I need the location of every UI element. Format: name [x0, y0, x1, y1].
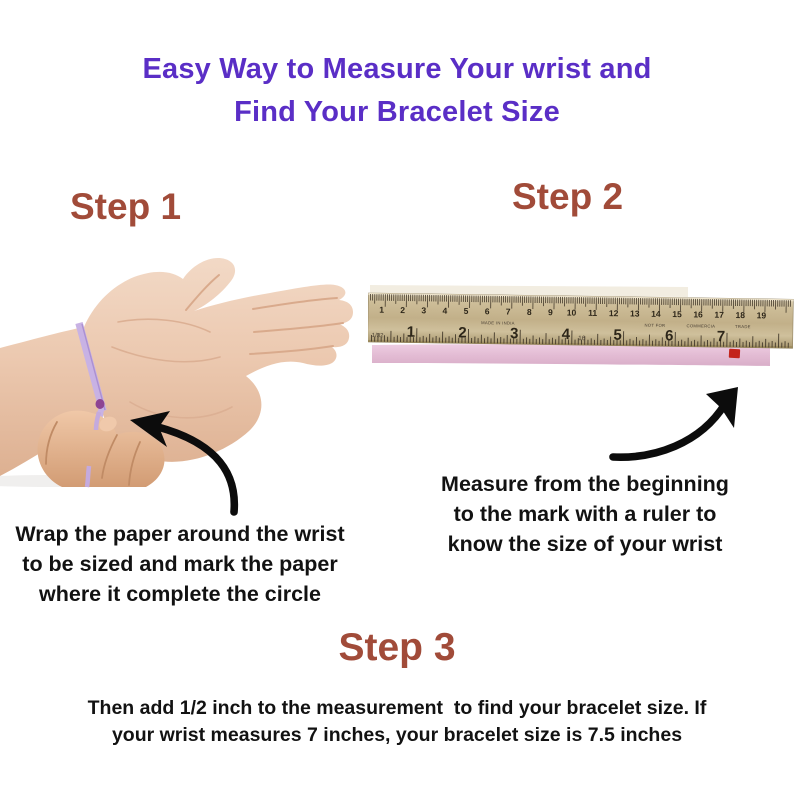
page-title-line1: Easy Way to Measure Your wrist and — [142, 53, 652, 85]
step1-heading: Step 1 — [70, 186, 182, 227]
svg-text:11: 11 — [588, 307, 598, 318]
not-for-label: NOT FOR — [644, 322, 666, 328]
page-title-line2: Find Your Bracelet Size — [234, 96, 560, 128]
svg-text:19: 19 — [756, 310, 767, 321]
svg-text:7: 7 — [716, 328, 726, 346]
trade-label: TRADE — [735, 323, 751, 330]
svg-text:1: 1 — [406, 323, 416, 341]
step3-caption-line1: Then add 1/2 inch to the measurement to find your bracelet size. If — [87, 697, 707, 719]
sixteenth-label: 16 — [578, 335, 586, 343]
svg-text:10: 10 — [566, 307, 577, 318]
commercial-label: COMMERCIA — [686, 323, 716, 329]
svg-text:12: 12 — [608, 308, 619, 319]
step2-caption-line3: know the size of your wrist — [447, 532, 723, 556]
svg-text:13: 13 — [630, 308, 640, 319]
svg-text:8: 8 — [526, 306, 532, 317]
made-in-india-label: MADE IN INDIA — [481, 320, 515, 326]
ruler-body — [368, 293, 793, 348]
step3-caption-line2: your wrist measures 7 inches, your bracelet size is 7.5 inches — [111, 724, 683, 746]
svg-text:5: 5 — [613, 326, 622, 344]
svg-text:1: 1 — [379, 304, 385, 315]
measurement-mark — [729, 349, 740, 359]
fraction-label: 1/32 — [371, 333, 384, 340]
svg-text:14: 14 — [651, 308, 661, 319]
step2-caption-line1: Measure from the beginning — [441, 472, 729, 496]
step3-heading: Step 3 — [338, 626, 456, 669]
ribbon-pen-mark — [96, 399, 105, 409]
step2-heading: Step 2 — [512, 176, 624, 217]
svg-text:16: 16 — [693, 309, 703, 320]
step1-caption-line3: where it complete the circle — [39, 582, 321, 606]
svg-text:17: 17 — [714, 309, 725, 320]
step1-caption — [10, 519, 350, 609]
step1-caption-line1: Wrap the paper around the wrist — [15, 522, 345, 546]
curved-arrow-left-icon — [118, 410, 258, 532]
step2-caption-line2: to the mark with a ruler to — [453, 502, 717, 526]
svg-text:9: 9 — [547, 307, 553, 318]
page-title — [0, 48, 794, 134]
curved-arrow-right-icon — [604, 384, 744, 468]
svg-text:2: 2 — [458, 324, 467, 342]
svg-text:4: 4 — [442, 305, 448, 316]
svg-text:6: 6 — [484, 306, 490, 317]
svg-text:15: 15 — [672, 309, 682, 320]
step1-caption-line2: to be sized and mark the paper — [22, 552, 338, 576]
ruler-photo — [368, 279, 794, 371]
svg-text:5: 5 — [463, 305, 469, 316]
svg-text:7: 7 — [505, 306, 511, 317]
paper-strip — [372, 344, 770, 366]
step3-caption — [0, 695, 794, 749]
svg-text:3: 3 — [421, 305, 427, 316]
svg-text:6: 6 — [664, 327, 674, 345]
svg-text:18: 18 — [735, 309, 746, 321]
svg-text:3: 3 — [509, 325, 519, 343]
svg-text:4: 4 — [561, 325, 571, 343]
svg-text:2: 2 — [400, 304, 406, 316]
step2-caption — [425, 469, 745, 559]
